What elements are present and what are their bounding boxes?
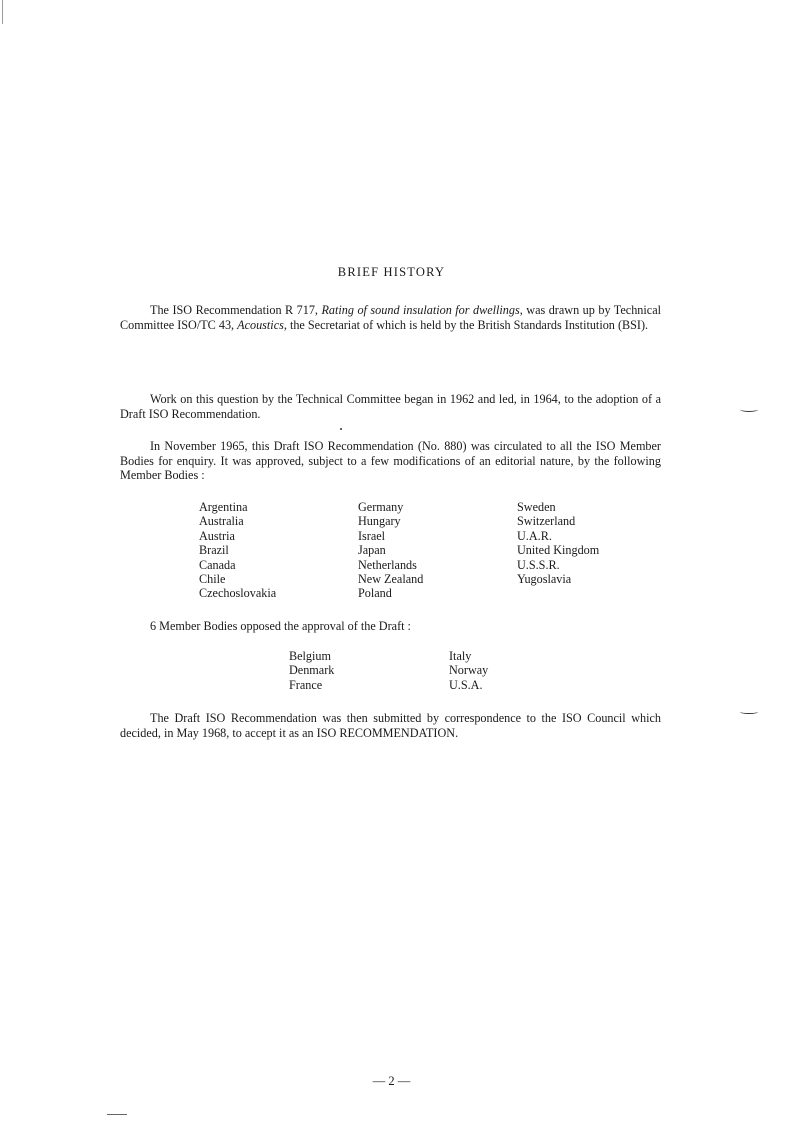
committee-name: Acoustics,	[237, 317, 287, 332]
member-body: Yugoslavia	[517, 572, 572, 587]
paragraph-work-history: Work on this question by the Technical Committee began in 1962 and led, in 1964, to the adoption of a Draft ISO Recommendation.	[120, 392, 661, 421]
member-body: Chile	[199, 572, 226, 587]
member-body: Canada	[199, 557, 236, 572]
member-body: Poland	[358, 586, 392, 601]
member-body: Denmark	[289, 663, 335, 678]
paragraph-origin-text-1: The ISO Recommendation R 717,	[150, 303, 322, 317]
paragraph-acceptance: The Draft ISO Recommendation was then submitted by correspondence to the ISO Council which decided, in May 1968, to accept it as an ISO RECOMMENDATION.	[120, 711, 661, 740]
paragraph-origin-text-2: was drawn up by Technical Committee ISO/TC 43,	[120, 303, 661, 332]
scan-edge-mark	[2, 0, 3, 24]
page-title: BRIEF HISTORY	[337, 265, 446, 279]
scan-artifact-mark	[740, 710, 758, 714]
scan-artifact-mark	[740, 407, 758, 412]
paragraph-origin-text-3: the Secretariat of which is held by the British Standards Institution (BSI).	[286, 317, 649, 332]
approving-members-column-1	[199, 500, 276, 601]
member-body: Argentina	[199, 500, 248, 514]
approving-members-column-2	[358, 500, 423, 601]
member-body: Belgium	[289, 649, 331, 663]
opposing-members-column-2	[449, 649, 488, 692]
page-number: — 2 —	[372, 1074, 411, 1088]
member-body: United Kingdom	[517, 543, 600, 558]
scan-dot-mark	[340, 428, 342, 430]
member-body: Israel	[358, 528, 386, 543]
recommendation-title: Rating of sound insulation for dwellings,	[321, 303, 523, 317]
member-body: France	[289, 677, 323, 692]
member-body: U.S.A.	[449, 677, 483, 692]
paragraph-circulation: In November 1965, this Draft ISO Recommendation (No. 880) was circulated to all the ISO Member Bodies for enquiry. It was approved, subject to a few modifications of an editorial nature, by the following Member Bodies :	[120, 439, 661, 482]
member-body: Sweden	[517, 500, 556, 514]
opposing-members-column-1	[289, 649, 334, 692]
member-body: Australia	[199, 514, 244, 529]
paragraph-origin	[120, 303, 661, 332]
scan-artifact-mark	[107, 1114, 127, 1115]
paragraph-opposition: 6 Member Bodies opposed the approval of the Draft :	[150, 619, 411, 633]
member-body: Switzerland	[517, 514, 576, 529]
member-body: U.A.R.	[517, 528, 552, 543]
member-body: Brazil	[199, 543, 229, 558]
member-body: Norway	[449, 663, 489, 678]
approving-members-column-3	[517, 500, 599, 586]
member-body: Czechoslovakia	[199, 586, 277, 601]
member-body: Austria	[199, 528, 235, 543]
member-body: Netherlands	[358, 557, 417, 572]
member-body: Italy	[449, 649, 472, 663]
member-body: U.S.S.R.	[517, 557, 560, 572]
member-body: New Zealand	[358, 572, 424, 587]
member-body: Germany	[358, 500, 404, 514]
member-body: Hungary	[358, 514, 401, 529]
member-body: Japan	[358, 543, 386, 558]
